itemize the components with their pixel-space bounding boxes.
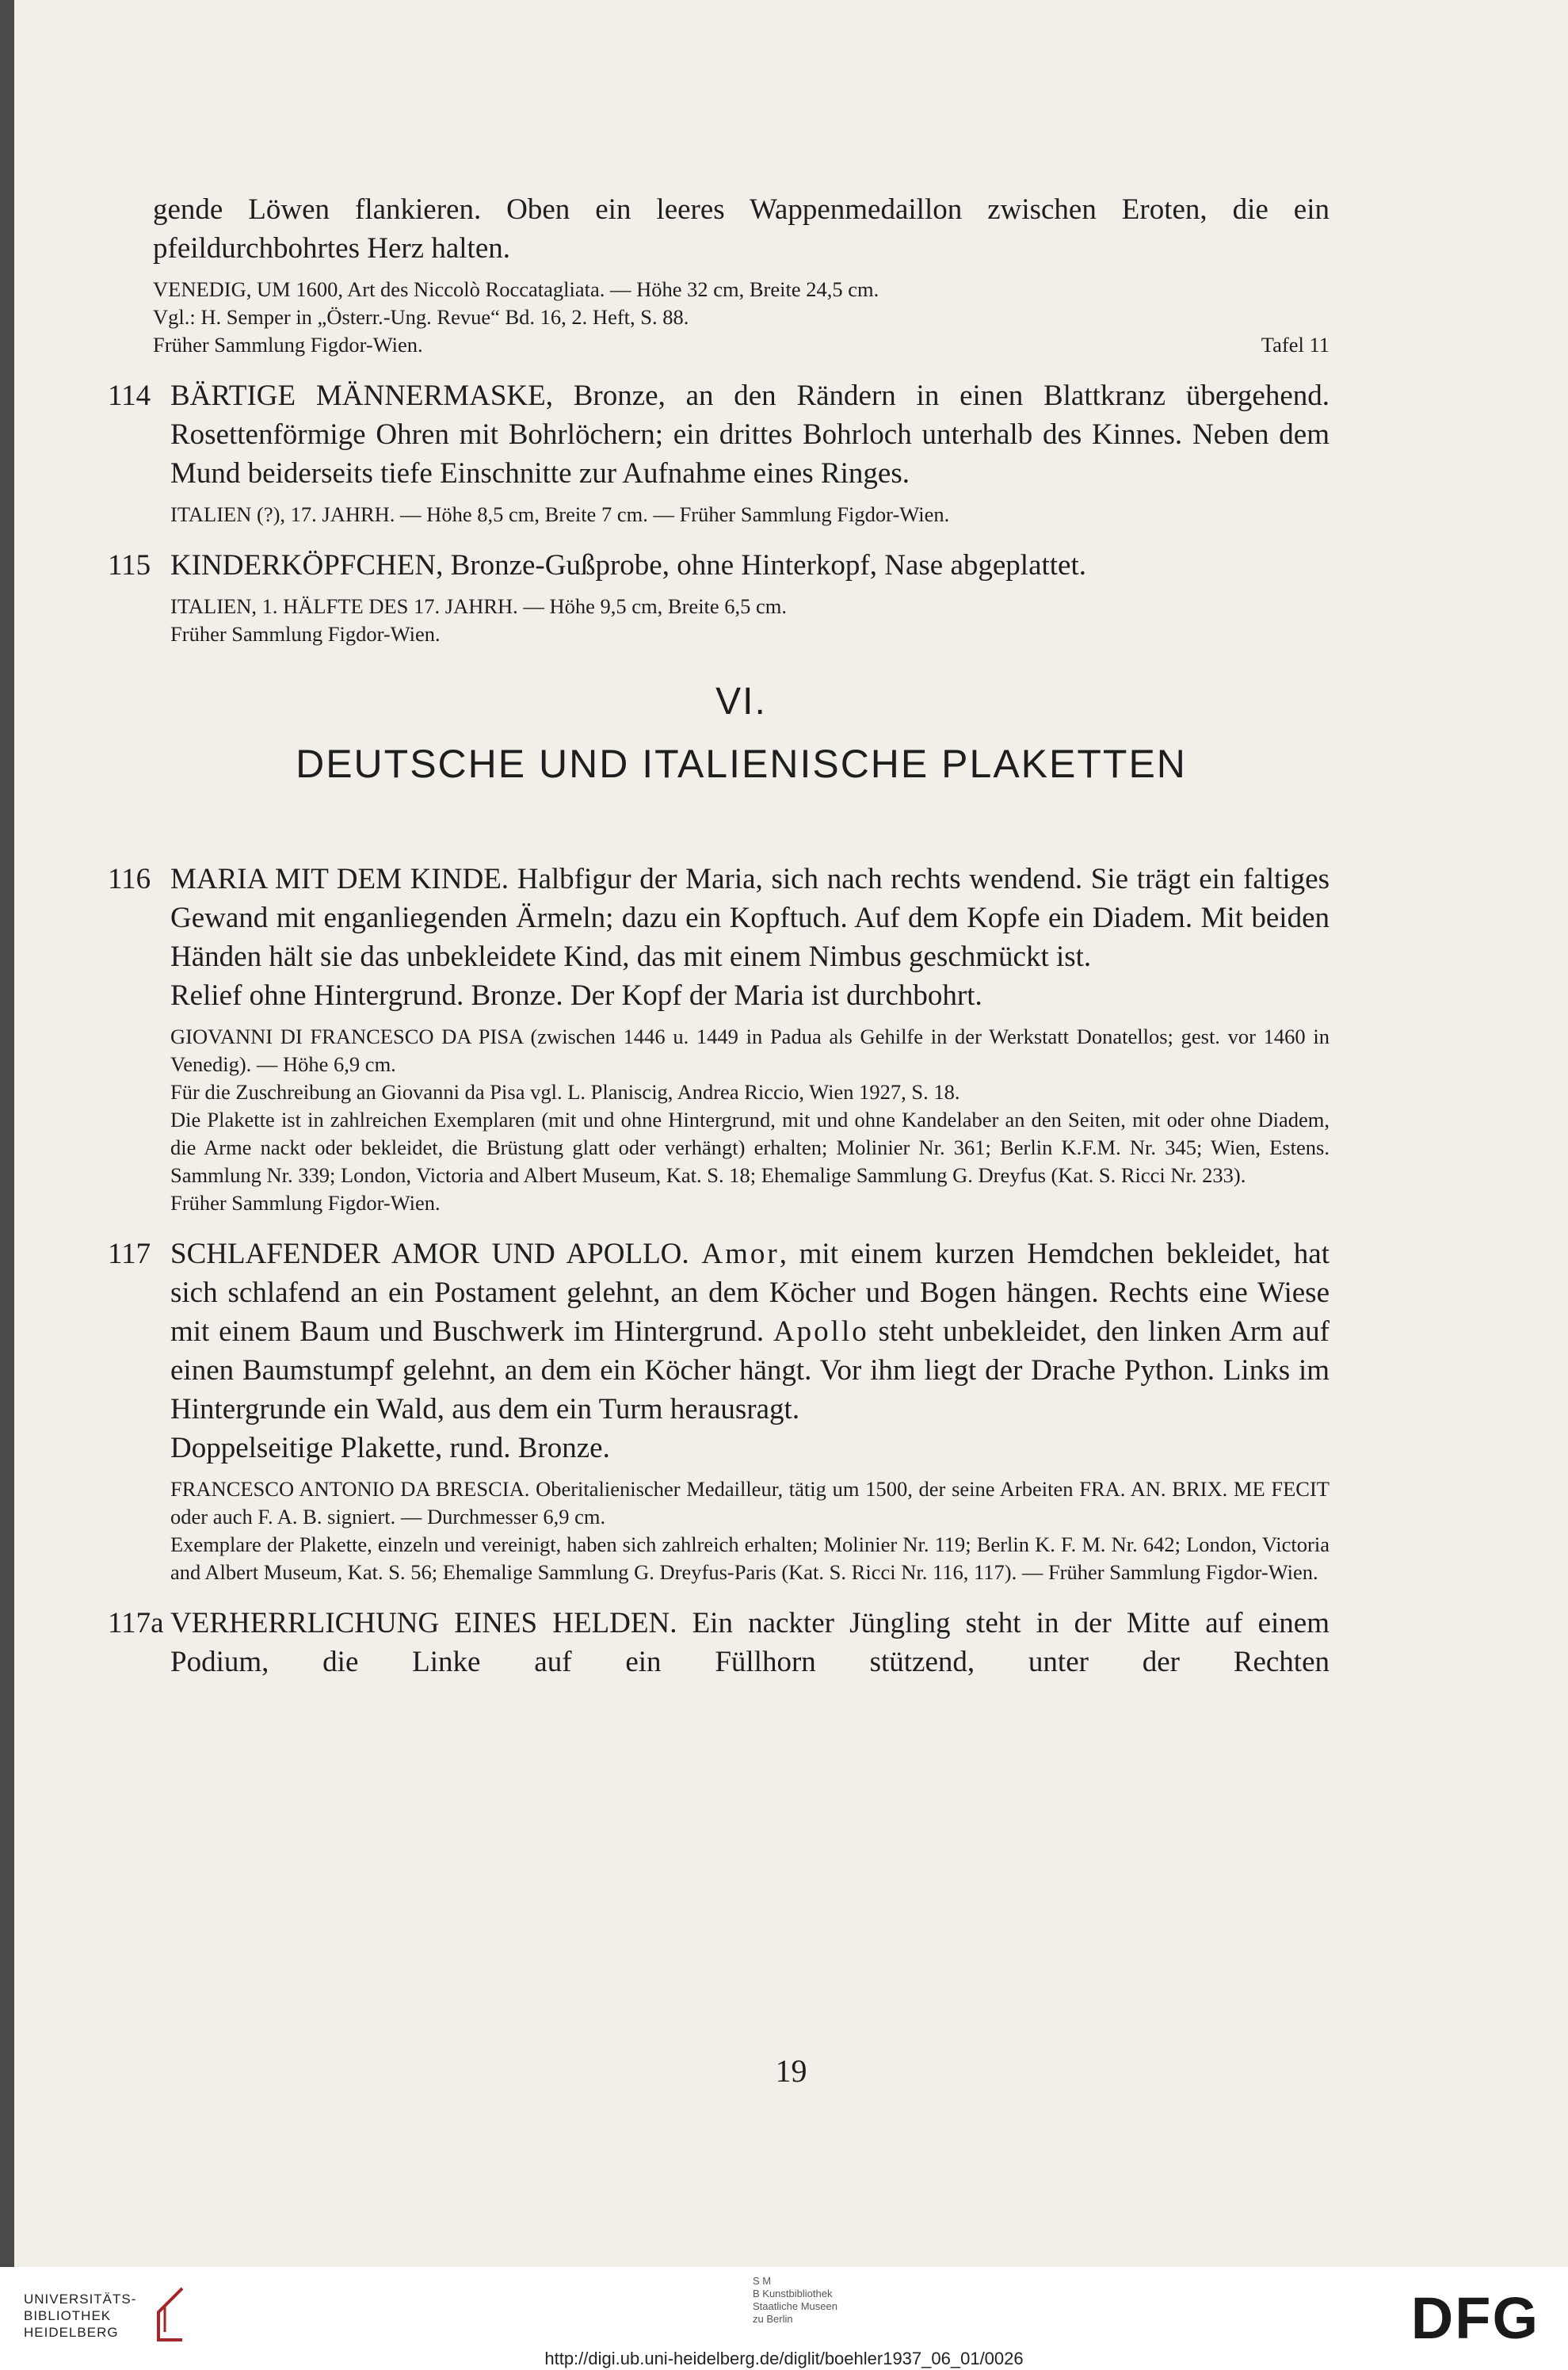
- entry-meta: Früher Sammlung Figdor-Wien.: [153, 333, 423, 357]
- spaced-name-apollo: Apollo: [773, 1315, 869, 1348]
- entry-text: [170, 1235, 1330, 1429]
- entry-text-part: steht unbekleidet, den linken Arm auf einen Baumstumpf gelehnt, an dem ein Köcher hängt. Vor ihm liegt der Drache Python. Links im Hintergrunde ein Wald, aus dem ein Turm herausragt.: [170, 1315, 1330, 1425]
- logo-text-line: UNIVERSITÄTS-: [24, 2292, 137, 2307]
- entry-text-part: , mit einem kurzen Hemdchen bekleidet, hat sich schlafend an ein Postament gelehnt, an dem Köcher und Bogen hängen. Rechts eine Wiese mit einem Baum und Buschwerk im Hintergrund.: [170, 1238, 1330, 1348]
- entry-meta: Die Plakette ist in zahlreichen Exemplaren (mit und ohne Hintergrund, mit und ohne Kandelaber an den Seiten, mit oder ohne Diadem, die Arme nackt oder bekleidet, die Brüstung glatt oder verhängt) erhalten; Molinier Nr. 361; Berlin K.F.M. Nr. 345; Wien, Estens. Sammlung Nr. 339; London, Victoria and Albert Museum, Kat. S. 18; Ehemalige Sammlung G. Dreyfus (Kat. S. Ricci Nr. 233).: [170, 1108, 1330, 1187]
- permalink-url[interactable]: http://digi.ub.uni-heidelberg.de/diglit/boehler1937_06_01/0026: [544, 2349, 1024, 2368]
- entry-meta: GIOVANNI DI FRANCESCO DA PISA (zwischen 1446 u. 1449 in Padua als Gehilfe in der Werkstatt Donatellos; gest. vor 1460 in Venedig). — Höhe 6,9 cm.: [170, 1025, 1330, 1076]
- entry-meta: Früher Sammlung Figdor-Wien.: [170, 622, 441, 646]
- scanned-page: [14, 0, 1568, 2267]
- catalog-entry-117a: [108, 1604, 1330, 1681]
- entry-number: 117: [108, 1238, 151, 1270]
- entry-text: BÄRTIGE MÄNNERMASKE, Bronze, an den Rändern in einen Blattkranz übergehend. Rosettenförmige Ohren mit Bohrlöchern; ein drittes Bohrloch unterhalb des Kinnes. Neben dem Mund beiderseits tiefe Einschnitte zur Aufnahme eines Ringes.: [170, 380, 1330, 490]
- credit-line: S M: [753, 2275, 772, 2287]
- catalog-entry-117: [108, 1235, 1330, 1586]
- page-content: [108, 190, 1330, 1681]
- catalog-entry-116: [108, 860, 1330, 1217]
- entry-text: MARIA MIT DEM KINDE. Halbfigur der Maria, sich nach rechts wendend. Sie trägt ein faltiges Gewand mit enganliegenden Ärmeln; dazu ein Kopftuch. Auf dem Kopfe ein Diadem. Mit beiden Händen hält sie das unbekleidete Kind, das mit einem Nimbus geschmückt ist.: [170, 863, 1330, 973]
- entry-form: Relief ohne Hintergrund. Bronze. Der Kopf der Maria ist durchbohrt.: [170, 979, 982, 1012]
- entry-meta: ITALIEN (?), 17. JAHRH. — Höhe 8,5 cm, Breite 7 cm. — Früher Sammlung Figdor-Wien.: [170, 502, 950, 526]
- entry-meta: Früher Sammlung Figdor-Wien.: [170, 1191, 441, 1215]
- credit-line: zu Berlin: [753, 2313, 793, 2325]
- viewer-footer: [0, 2267, 1568, 2370]
- entry-meta: Vgl.: H. Semper in „Österr.-Ung. Revue“ Bd. 16, 2. Heft, S. 88.: [153, 305, 689, 329]
- entry-meta: Für die Zuschreibung an Giovanni da Pisa vgl. L. Planiscig, Andrea Riccio, Wien 1927, S. 18.: [170, 1080, 960, 1104]
- entry-number: 114: [108, 380, 151, 412]
- continued-entry-text: gende Löwen flankieren. Oben ein leeres Wappenmedaillon zwischen Eroten, die ein pfeildurchbohrtes Herz halten.: [153, 193, 1330, 265]
- entry-meta: VENEDIG, UM 1600, Art des Niccolò Roccatagliata. — Höhe 32 cm, Breite 24,5 cm.: [153, 277, 879, 301]
- entry-title: SCHLAFENDER AMOR UND APOLLO.: [170, 1238, 702, 1270]
- museum-credit: [753, 2275, 837, 2326]
- university-emblem-icon: [143, 2284, 190, 2348]
- spaced-name-amor: Amor: [701, 1238, 780, 1270]
- entry-meta: Exemplare der Plakette, einzeln und vereinigt, haben sich zahlreich erhalten; Molinier Nr. 119; Berlin K. F. M. Nr. 642; London, Victoria and Albert Museum, Kat. S. 56; Ehemalige Sammlung G. Dreyfus-Paris (Kat. S. Ricci Nr. 116, 117). — Früher Sammlung Figdor-Wien.: [170, 1532, 1330, 1584]
- page-number: 19: [775, 2053, 807, 2089]
- credit-line: B Kunstbibliothek: [753, 2288, 833, 2299]
- section-title: DEUTSCHE UND ITALIENISCHE PLAKETTEN: [296, 742, 1187, 786]
- logo-text-line: BIBLIOTHEK: [24, 2308, 112, 2323]
- entry-text: KINDERKÖPFCHEN, Bronze-Gußprobe, ohne Hinterkopf, Nase abgeplattet.: [170, 549, 1086, 582]
- plate-reference: Tafel 11: [1261, 333, 1330, 357]
- credit-line: Staatliche Museen: [753, 2300, 837, 2312]
- entry-text: VERHERRLICHUNG EINES HELDEN. Ein nackter Jüngling steht in der Mitte auf einem Podium, die Linke auf ein Füllhorn stützend, unter der Rechten: [170, 1607, 1330, 1678]
- university-library-logo[interactable]: [24, 2291, 136, 2341]
- logo-text-line: HEIDELBERG: [24, 2325, 119, 2340]
- meta-row: [153, 331, 1330, 359]
- catalog-entry-114: [108, 376, 1330, 529]
- entry-number: 115: [108, 549, 151, 582]
- entry-number: 117a: [108, 1607, 164, 1639]
- entry-number: 116: [108, 863, 151, 895]
- entry-meta: ITALIEN, 1. HÄLFTE DES 17. JAHRH. — Höhe 9,5 cm, Breite 6,5 cm.: [170, 594, 788, 618]
- catalog-entry-115: [108, 546, 1330, 648]
- entry-form: Doppelseitige Plakette, rund. Bronze.: [170, 1432, 610, 1464]
- dfg-logo[interactable]: DFG: [1410, 2285, 1539, 2351]
- section-numeral: VI.: [715, 681, 767, 723]
- entry-meta: FRANCESCO ANTONIO DA BRESCIA. Oberitalienischer Medailleur, tätig um 1500, der seine Arbeiten FRA. AN. BRIX. ME FECIT oder auch F. A. B. signiert. — Durchmesser 6,9 cm.: [170, 1477, 1330, 1528]
